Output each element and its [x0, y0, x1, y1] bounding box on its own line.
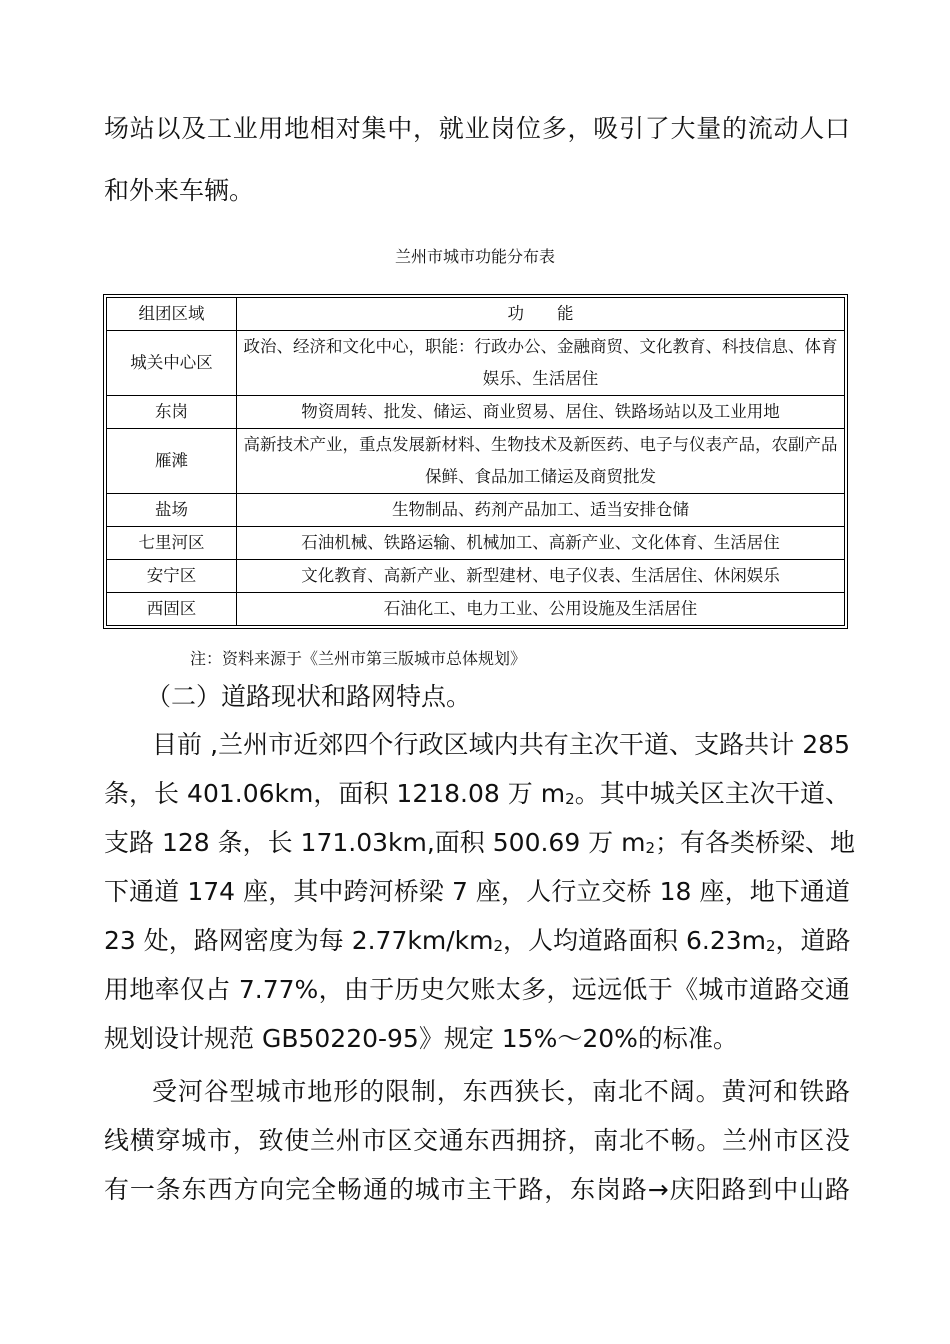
paragraph1-line-4: 下通道 174 座，其中跨河桥梁 7 座，人行立交桥 18 座，地下通道 — [104, 877, 850, 906]
row-area: 西固区 — [107, 593, 237, 626]
header-area: 组团区域 — [107, 298, 237, 331]
row-function: 石油机械、铁路运输、机械加工、高新产业、文化体育、生活居住 — [237, 527, 845, 560]
paragraph1-line-2: 条，长 401.06km，面积 1218.08 万 $m_2$。其中城关区主次干道、 — [104, 779, 850, 808]
row-area: 东岗 — [107, 396, 237, 429]
row-area: 安宁区 — [107, 560, 237, 593]
row-function: 物资周转、批发、储运、商业贸易、居住、铁路场站以及工业用地 — [237, 396, 845, 429]
function-table — [106, 297, 845, 626]
table-row — [107, 429, 845, 494]
table-source-note: 注：资料来源于《兰州市第三版城市总体规划》 — [190, 649, 527, 668]
paragraph1-line-6: 用地率仅占 7.77%，由于历史欠账太多，远远低于《城市道路交通 — [104, 975, 850, 1004]
row-area: 雁滩 — [107, 429, 237, 494]
function-table-frame — [103, 294, 848, 629]
row-area: 七里河区 — [107, 527, 237, 560]
paragraph1-line-7: 规划设计规范 GB50220-95》规定 15%～20%的标准。 — [104, 1024, 738, 1053]
row-function: 政治、经济和文化中心，职能：行政办公、金融商贸、文化教育、科技信息、体育娱乐、生活居住 — [237, 331, 845, 396]
section-heading: （二）道路现状和路网特点。 — [146, 682, 472, 711]
row-area: 城关中心区 — [107, 331, 237, 396]
row-function: 高新技术产业，重点发展新材料、生物技术及新医药、电子与仪表产品，农副产品保鲜、食品加工储运及商贸批发 — [237, 429, 845, 494]
paragraph1-line-3: 支路 128 条，长 171.03km,面积 500.69 万 $m_2$；有各类桥梁、地 — [104, 828, 856, 857]
paragraph1-line-1: 目前 ,兰州市近郊四个行政区域内共有主次干道、支路共计 285 — [152, 730, 850, 759]
paragraph1-line-5: 23 处，路网密度为每 $2.77km/km_2$，人均道路面积 $6.23m_2$，道路 — [104, 926, 851, 955]
table-caption: 兰州市城市功能分布表 — [394, 247, 555, 266]
intro-line-1: 场站以及工业用地相对集中，就业岗位多，吸引了大量的流动人口 — [104, 114, 850, 143]
row-area: 盐场 — [107, 494, 237, 527]
row-function: 文化教育、高新产业、新型建材、电子仪表、生活居住、休闲娱乐 — [237, 560, 845, 593]
paragraph2-line-2: 线横穿城市，致使兰州市区交通东西拥挤，南北不畅。兰州市区没 — [104, 1126, 850, 1155]
table-row — [107, 527, 845, 560]
table-row — [107, 560, 845, 593]
table-row — [107, 396, 845, 429]
intro-line-2: 和外来车辆。 — [104, 176, 255, 205]
table-row — [107, 593, 845, 626]
header-function: 功 能 — [237, 298, 845, 331]
row-function: 石油化工、电力工业、公用设施及生活居住 — [237, 593, 845, 626]
table-row — [107, 331, 845, 396]
table-row — [107, 494, 845, 527]
row-function: 生物制品、药剂产品加工、适当安排仓储 — [237, 494, 845, 527]
paragraph2-line-1: 受河谷型城市地形的限制，东西狭长，南北不阔。黄河和铁路 — [152, 1077, 850, 1106]
paragraph2-line-3: 有一条东西方向完全畅通的城市主干路，东岗路→庆阳路到中山路 — [104, 1175, 850, 1204]
table-header-row — [107, 298, 845, 331]
